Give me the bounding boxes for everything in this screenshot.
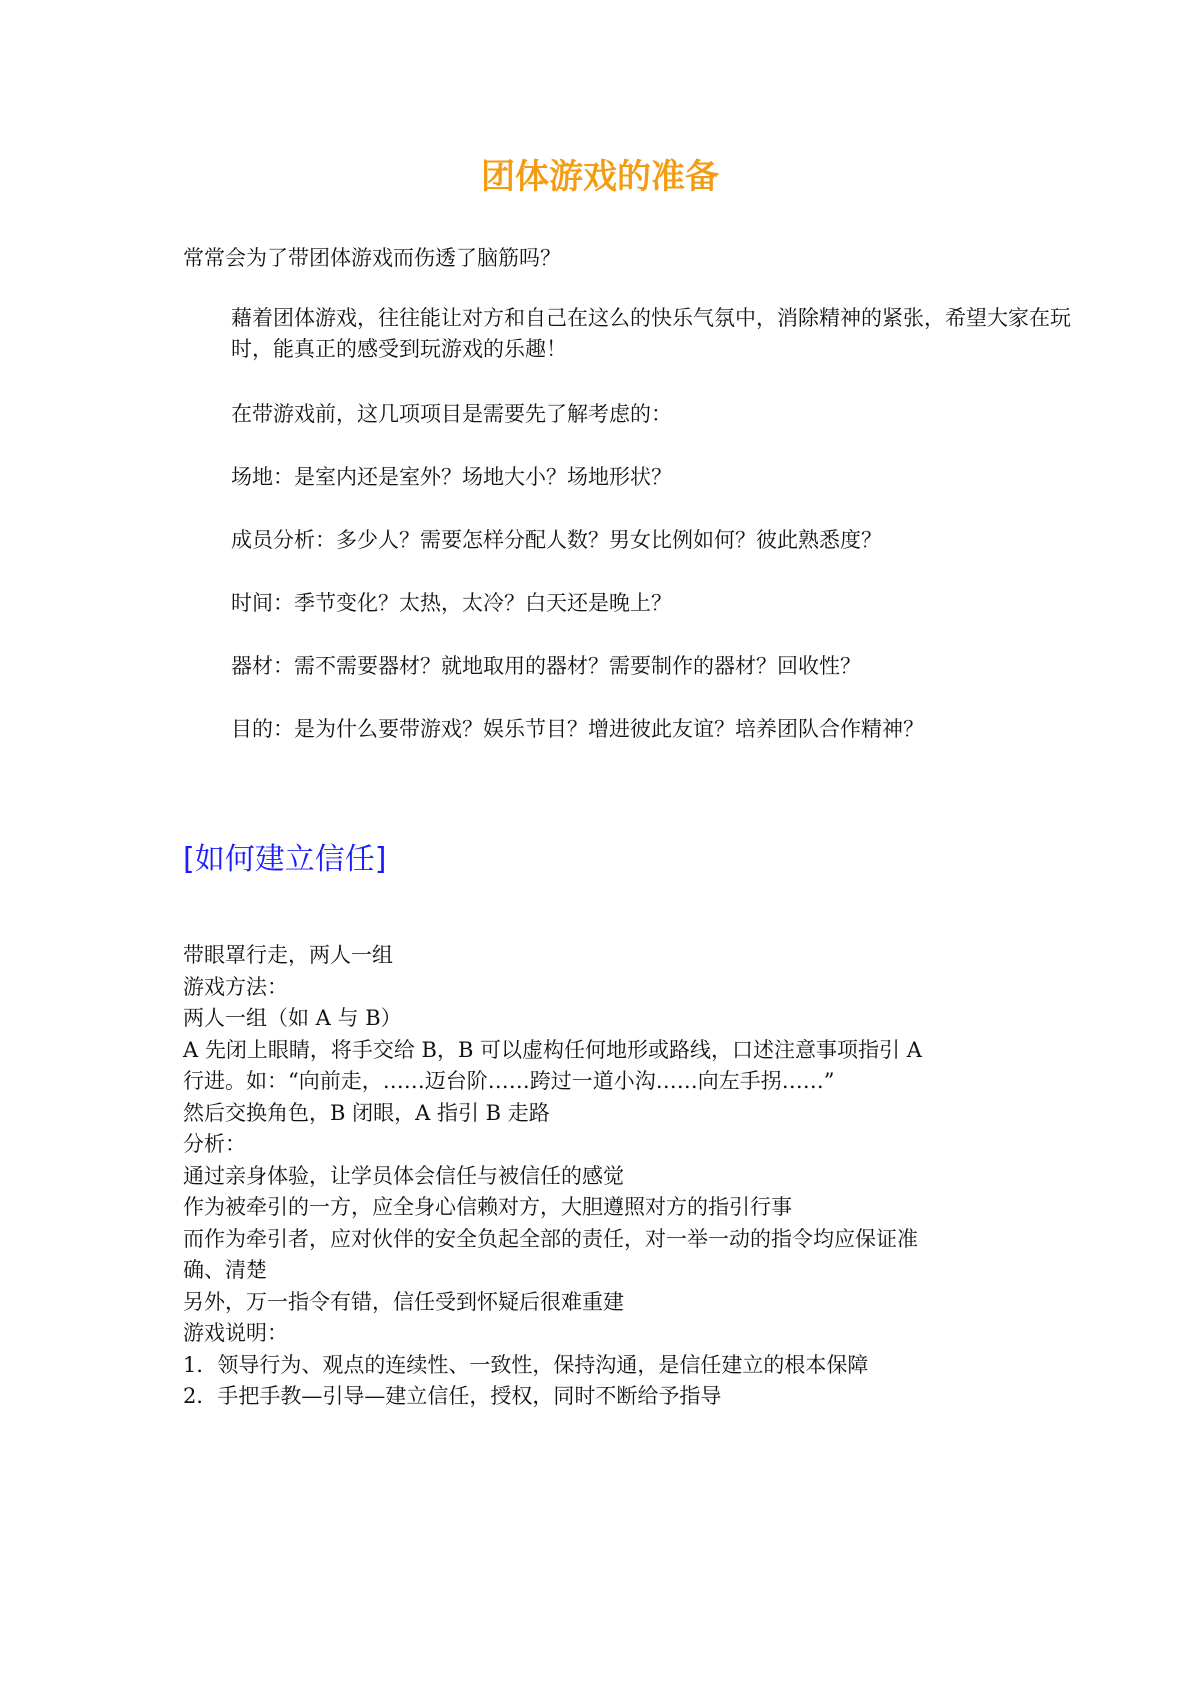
section-line: 行进。如：“向前走，……迈台阶……跨过一道小沟……向左手拐……” xyxy=(183,1069,835,1093)
section-line: 2．手把手教—引导—建立信任，授权，同时不断给予指导 xyxy=(183,1384,722,1408)
section-line: 另外，万一指令有错，信任受到怀疑后很难重建 xyxy=(183,1289,624,1314)
section-line: 作为被牵引的一方，应全身心信赖对方，大胆遵照对方的指引行事 xyxy=(183,1195,792,1219)
consideration-members: 成员分析：多少人？需要怎样分配人数？男女比例如何？彼此熟悉度？ xyxy=(231,528,882,552)
section-line: 分析： xyxy=(183,1132,246,1156)
section-line: 两人一组（如 A 与 B） xyxy=(183,1006,402,1030)
intro-question: 常常会为了带团体游戏而伤透了脑筋吗？ xyxy=(183,246,561,270)
section-line: 游戏说明： xyxy=(183,1321,288,1345)
section-line: 而作为牵引者，应对伙伴的安全负起全部的责任，对一举一动的指令均应保证准 xyxy=(183,1226,918,1251)
section-line: 1．领导行为、观点的连续性、一致性，保持沟通，是信任建立的根本保障 xyxy=(183,1352,869,1377)
consideration-time: 时间：季节变化？太热，太冷？白天还是晚上？ xyxy=(231,591,672,615)
section-line: 然后交换角色，B 闭眼，A 指引 B 走路 xyxy=(183,1100,550,1125)
section-heading: [如何建立信任] xyxy=(183,842,387,877)
section-line: 通过亲身体验，让学员体会信任与被信任的感觉 xyxy=(183,1163,624,1188)
section-line: 确、清楚 xyxy=(183,1258,267,1282)
considerations-lead: 在带游戏前，这几项项目是需要先了解考虑的： xyxy=(231,402,672,426)
intro-paragraph: 藉着团体游戏，往往能让对方和自己在这么的快乐气氛中，消除精神的紧张，希望大家在玩时，能真正的感受到玩游戏的乐趣！ xyxy=(231,306,1071,361)
consideration-purpose: 目的：是为什么要带游戏？娱乐节目？增进彼此友谊？培养团队合作精神？ xyxy=(231,717,924,741)
section-line: 带眼罩行走，两人一组 xyxy=(183,943,393,967)
consideration-equipment: 器材：需不需要器材？就地取用的器材？需要制作的器材？回收性？ xyxy=(231,654,861,678)
section-line: A 先闭上眼睛，将手交给 B，B 可以虚构任何地形或路线，口述注意事项指引 A xyxy=(183,1037,922,1062)
section-body xyxy=(183,940,1043,1413)
document-title: 团体游戏的准备 xyxy=(481,157,719,197)
consideration-venue: 场地：是室内还是室外？场地大小？场地形状？ xyxy=(231,465,672,489)
section-line: 游戏方法： xyxy=(183,974,288,999)
